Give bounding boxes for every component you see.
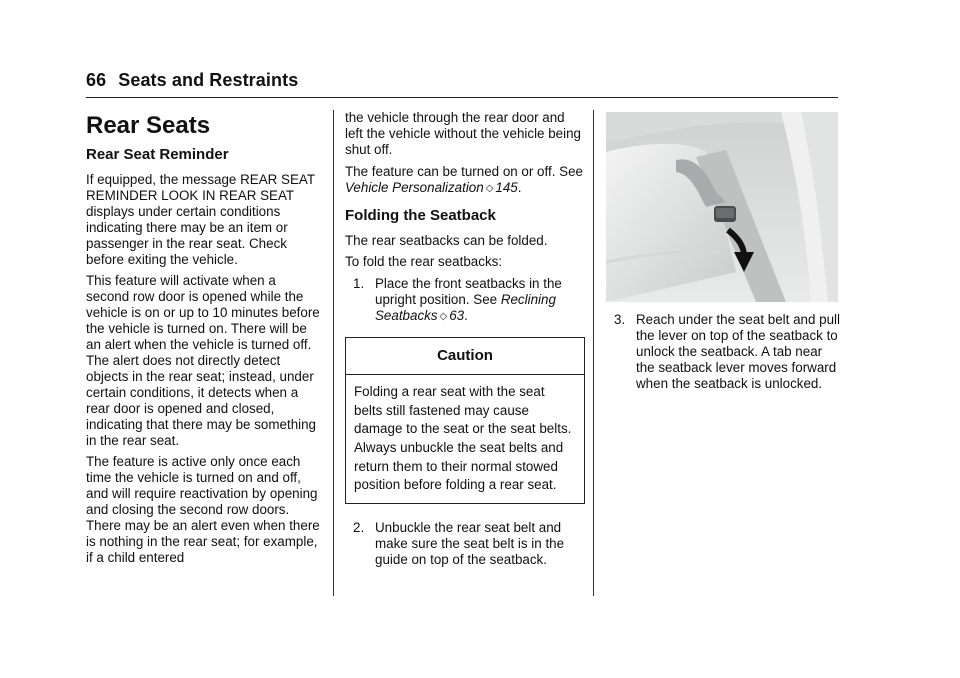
column-left (86, 110, 322, 572)
step-text: Unbuckle the rear seat belt and make sure the seat belt is in the guide on top of the seatback. (375, 520, 565, 567)
step-3 (614, 312, 842, 392)
section-title: Rear Seats (86, 112, 211, 139)
chapter-title: Seats and Restraints (118, 70, 299, 90)
page-reference-icon: ◇ (439, 311, 448, 323)
cross-reference-link[interactable]: Reclining Seatbacks (375, 292, 556, 324)
paragraph: To fold the rear seatbacks: (345, 254, 503, 270)
page-reference-icon: ◇ (485, 182, 494, 194)
step-text: Place the front seatbacks in the upright position. See Reclining Seatbacks ◇ 63. (375, 276, 562, 324)
step-number: 2. (353, 520, 365, 536)
subsection-title-rear-seat-reminder: Rear Seat Reminder (86, 146, 229, 163)
paragraph: This feature will activate when a second row door is opened while the vehicle is on or up to 10 minutes before the vehicle is turned on. There will be an alert when the vehicle is turned off. The alert does not directly detect objects in the rear seat; instead, under certain conditions, it detects when a rear door is opened and closed, indicating that there may be something in the rear seat. (86, 273, 320, 448)
subsection-title-folding-seatback: Folding the Seatback (345, 206, 496, 224)
cross-reference-link[interactable]: Vehicle Personalization (345, 179, 484, 195)
paragraph: The feature can be turned on or off. See Vehicle Personalization ◇ 145. (345, 163, 583, 195)
header-rule (86, 97, 838, 98)
step-number: 3. (614, 312, 626, 327)
step-text: Reach under the seat belt and pull the lever on top of the seatback to unlock the seatback. A tab near the seatback lever moves forward when the seatback is unlocked. (636, 312, 840, 391)
caution-text: Folding a rear seat with the seat belts still fastened may cause damage to the seat or the seat belts. Always unbuckle the seat belts and return them to their normal stowed position before folding a rear seat. (354, 383, 572, 493)
paragraph: The feature is active only once each time the vehicle is turned on and off, and will require reactivation by opening and closing the second row doors. There may be an alert even when there is nothing in the rear seat; for example, if a child entered (86, 454, 320, 565)
caution-box (345, 337, 585, 504)
column-divider (593, 110, 594, 596)
seatback-lever-photo (606, 112, 838, 302)
column-divider (333, 110, 334, 596)
running-head (86, 70, 838, 91)
step-1 (353, 276, 585, 325)
page-header (86, 70, 838, 91)
step-2 (353, 520, 585, 568)
paragraph: the vehicle through the rear door and left the vehicle without the vehicle being shut off. (345, 110, 581, 157)
page-reference[interactable]: 145 (495, 179, 518, 195)
paragraph: If equipped, the message REAR SEAT REMINDER LOOK IN REAR SEAT displays under certain conditions indicating there may be an item or passenger in the rear seat. Check before exiting the vehicle. (86, 172, 315, 267)
page-reference[interactable]: 63 (449, 308, 465, 324)
caution-title: Caution (346, 338, 584, 375)
step-number: 1. (353, 276, 365, 292)
paragraph: The rear seatbacks can be folded. (345, 232, 548, 248)
column-middle (345, 110, 585, 574)
column-right (606, 112, 842, 398)
page-number: 66 (86, 70, 107, 90)
